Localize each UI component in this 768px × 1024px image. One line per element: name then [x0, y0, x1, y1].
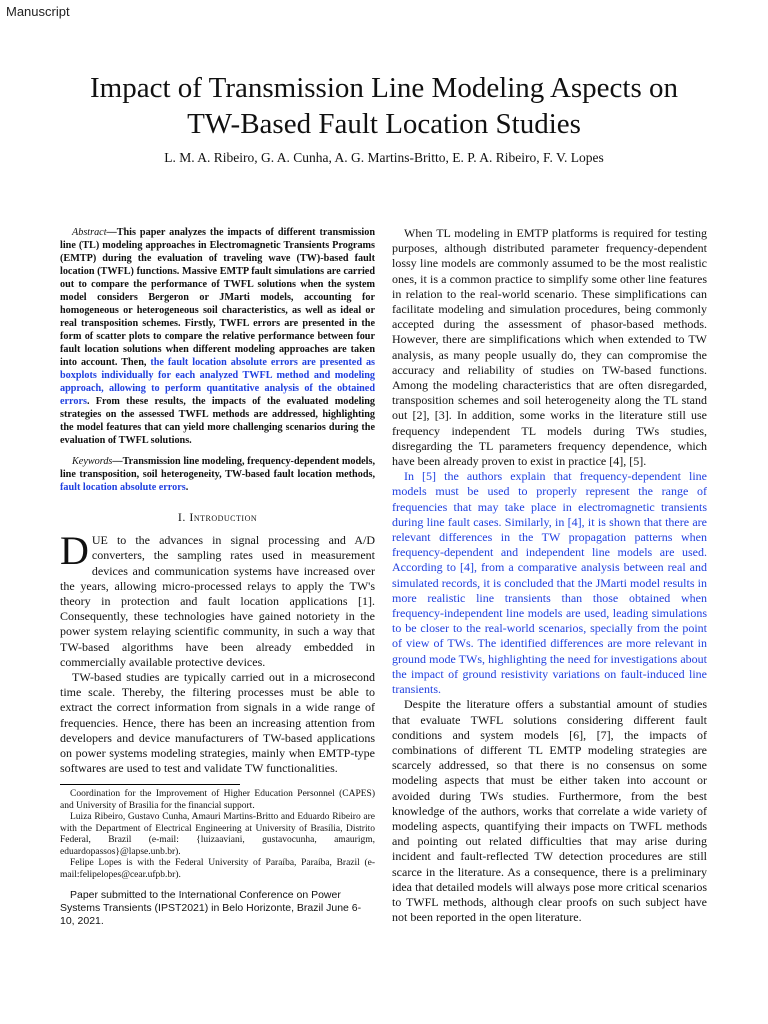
intro-paragraph-1-text: UE to the advances in signal processing and A/D converters, the sampling rates used in measurement devices and communication systems have increased over the years, allowing micro-processed relays to apply the TW's theory in protection and fault location applications [1]. Consequently, these technologies have gained notoriety in the power system relaying scientific community, in such a way that TW-based algorithms have been already embedded in commercially available protective devices.: [60, 533, 375, 669]
footnote-affiliation-ufpb: Felipe Lopes is with the Federal University of Paraíba, Paraíba, Brazil (e-mail:felipelopes@cear.ufpb.br).: [60, 858, 375, 880]
right-column: [392, 226, 707, 925]
keywords-lead: Keywords: [72, 456, 113, 467]
paper-title-line-2: TW-Based Fault Location Studies: [187, 108, 581, 140]
abstract: [60, 226, 375, 447]
intro-paragraph-1: [60, 528, 375, 670]
keywords-end: .: [185, 482, 189, 493]
right-paragraph-2: In [5] the authors explain that frequency-dependent line models must be used to properly represent the range of frequencies that may take place in electromagnetic transients during line fault cases. Similarly, in [4], it is shown that there are relevant differences in the TW propagation patterns when frequency-dependent and independent line models are used. According to [4], from a comparative analysis between real and simulated records, it is concluded that the JMarti model results in more realistic line transients than those obtained when frequency-independent line models are used, leading simulations to be closer to the real-world scenarios, specially from the point of view of TWs. The identified differences are more relevant in ground mode TWs, highlighting the need for investigations about the impact of ground resistivity variations on fault-induced line transients.: [392, 469, 707, 697]
footnote-divider: [60, 784, 240, 785]
footnote-funding: Coordination for the Improvement of Higher Education Personnel (CAPES) and University of Brasilia for the financial support.: [60, 789, 375, 811]
abstract-highlight: the fault location absolute errors are presented as boxplots individually for each analyzed TWFL method and modeling approach, allowing to perform quantitative analysis of the obtained errors: [60, 357, 376, 407]
intro-paragraph-2: TW-based studies are typically carried out in a microsecond time scale. Thereby, the filtering processes must be able to extract the correct information from signals in a wide range of frequencies. Hence, there has been an increasing attention from developers and device manufacturers of TW-based applications on power systems modeling strategies, mainly when EMTP-type softwares are used to test and validate TW functionalities.: [60, 670, 375, 776]
author-list: L. M. A. Ribeiro, G. A. Cunha, A. G. Martins-Britto, E. P. A. Ribeiro, F. V. Lopes: [164, 150, 604, 165]
right-paragraph-3: Despite the literature offers a substantial amount of studies that evaluate TWFL solutions considering different fault conditions and system models [6], [7], the impacts of combinations of different TL EMTP modeling strategies are scarcely addressed, so that there is no consensus on some modeling aspects that must be either taken into account or avoided during TWs studies. Furthermore, from the best knowledge of the authors, works that correlate a wide variety of modeling aspects, quantifying their impacts on TWFL methods and pointing out related difficulties that may arise during incident and fault-reflected TW detection procedures are still scarce in the literature. As a consequence, there is a preliminary idea that detailed models will always pose more critical scenarios to TWFL methods, although clear proofs on such subject have not been reported in the open literature.: [392, 697, 707, 925]
abstract-text-a: —This paper analyzes the impacts of different transmission line (TL) modeling approaches in Electromagnetic Transients Programs (EMTP) during the evaluation of traveling wave (TW)-based fault location (TWFL) functions. Massive EMTP fault simulations are carried out to compare the performance of TWFL solutions when the system model considers Bergeron or JMarti models, accounting for homogeneous or heterogeneous soil characteristics, as well as ideal or real transposition schemes. Firstly, TWFL errors are presented in the form of scatter plots to compare the relative performance between four fault location solutions when different modeling approaches are taken into account. Then,: [60, 227, 375, 368]
section-heading-introduction: I. Introduction: [177, 510, 258, 524]
drop-cap: D: [60, 528, 89, 574]
manuscript-label: Manuscript: [6, 4, 70, 19]
abstract-text-b: . From these results, the impacts of the evaluated modeling strategies on the assessed TWFL methods are addressed, highlighting the model features that can yield more challenging scenarios during the evaluation of TWFL solutions.: [60, 396, 375, 446]
abstract-lead: Abstract: [72, 227, 107, 238]
keywords-highlight: fault location absolute errors: [60, 482, 186, 493]
conference-note: Paper submitted to the International Conference on Power Systems Transients (IPST2021) in Belo Horizonte, Brazil June 6-10, 2021.: [60, 889, 362, 928]
footnote-affiliation-unb: Luiza Ribeiro, Gustavo Cunha, Amauri Martins-Britto and Eduardo Ribeiro are with the Department of Electrical Engineering at University of Brasília, Distrito Federal, Brazil (e-mail: {luizaaviani, gustavocunha, amaurigm, eduardopassos}@lapse.unb.br).: [60, 812, 375, 857]
paper-title-line-1: Impact of Transmission Line Modeling Aspects on: [89, 72, 679, 104]
paper-title: [20, 70, 748, 142]
keywords-text: —Transmission line modeling, frequency-dependent models, line transposition, soil heterogeneity, TW-based fault location methods,: [60, 456, 375, 480]
left-column: [60, 226, 375, 939]
right-paragraph-1: When TL modeling in EMTP platforms is required for testing purposes, although distributed parameter frequency-dependent lossy line models are commonly assumed to be the most realistic ones, it is a common practice to simplify some other line features in relation to the real-world scenario. These simplifications can facilitate modeling and simulation procedures, being commonly accepted during the assessment of phasor-based methods. However, there are simplifications which when extended to TW analysis, as many people usually do, they can compromise the accuracy and reliability of studies on TW-based functions. Among the modeling characteristics that are often disregarded, transposition schemes and soil heterogeneity along the TL stand out [2], [3]. In addition, some works in the literature still use frequency independent TL models during TWs studies, disregarding the TL parameters frequency dependence, which have been already proven to exist in practice [4], [5].: [392, 226, 707, 469]
keywords: [60, 455, 375, 494]
